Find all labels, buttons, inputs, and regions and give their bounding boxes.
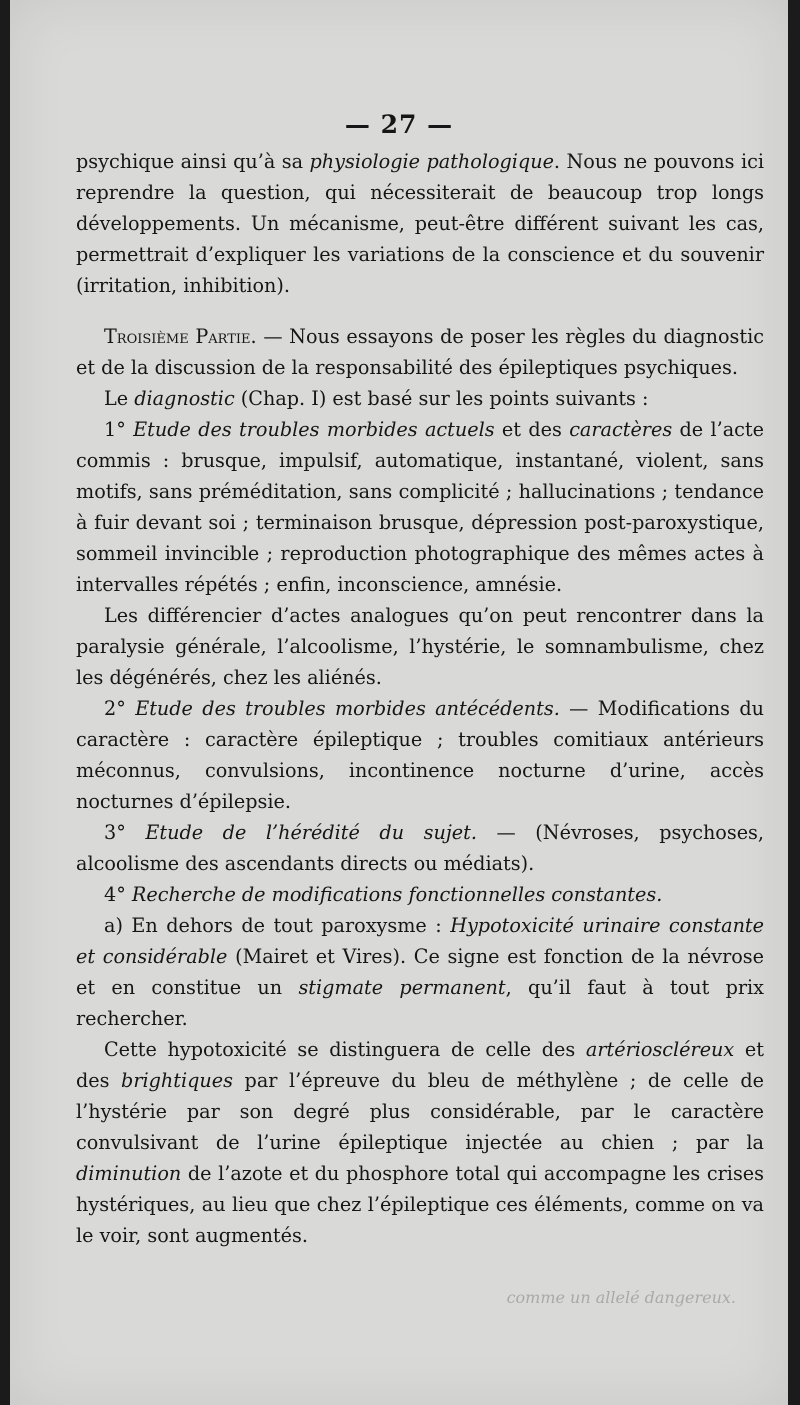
text-run: — (Névroses, psychoses, alcoolisme des ascendants directs ou médiats). (76, 821, 764, 875)
italic-run: brightiques (121, 1069, 233, 1092)
section-heading: Troisième Partie. (104, 325, 257, 348)
italic-run: Etude des troubles morbides antécédents. (135, 697, 560, 720)
text-run: — Nous essayons de poser les règles du diagnostic et de la discussion de la responsabilité des épileptiques psychiques. (76, 325, 764, 379)
text-run: et des (76, 1038, 764, 1092)
italic-run: Recherche de modifications fonctionnelles constantes. (131, 883, 663, 906)
list-number: 2° (104, 697, 136, 720)
text-run: Cette hypotoxicité se distinguera de celle des (104, 1038, 586, 1061)
text-run: , qu’il faut à tout prix rechercher. (76, 976, 765, 1030)
text-run: par l’épreuve du bleu de méthylène ; de celle de l’hystérie par son degré plus considérable, par le caractère convulsivant de l’urine épileptique injectée au chien ; par la (76, 1069, 764, 1154)
paragraph-point-2 (76, 693, 764, 817)
text-run: psychique ainsi qu’à sa (76, 150, 310, 173)
italic-run: physiologie pathologique (309, 150, 554, 173)
text-run: — Modifications du caractère : caractère épileptique ; troubles comitiaux antérieurs méconnus, convulsions, incontinence nocturne d’urine, accès nocturnes d’épilepsie. (76, 697, 764, 813)
italic-run: diminution (76, 1162, 182, 1185)
italic-run: diagnostic (134, 387, 235, 410)
list-number: 1° (104, 418, 134, 441)
text-run: En dehors de tout paroxysme : (131, 914, 451, 937)
paragraph-point-a (76, 910, 764, 1034)
italic-run: Etude de l’hérédité du sujet. (145, 821, 477, 844)
italic-run: stigmate permanent (298, 976, 506, 999)
text-run: et des (494, 418, 570, 441)
text-run: (Mairet et Vires). Ce signe est fonction de la névrose et en constitue un (76, 945, 764, 999)
italic-run: Etude des troubles morbides actuels (133, 418, 495, 441)
text-run: Les différencier d’actes analogues qu’on peut rencontrer dans la paralysie générale, l’alcoolisme, l’hystérie, le somnambulisme, chez les dégénérés, chez les aliénés. (76, 604, 764, 689)
text-run: . Nous ne pouvons ici reprendre la question, qui nécessiterait de beaucoup trop longs développements. Un mécanisme, peut-être différent suivant les cas, permettrait d’expliquer les variations de la conscience et du souvenir (irritation, inhibition). (76, 150, 765, 297)
paragraph-troisieme-partie (76, 321, 764, 383)
bleed-through-text: comme un allelé dangereux. (506, 1288, 736, 1307)
paragraph-hypotoxicite (76, 1034, 764, 1251)
paragraph-differencier (76, 600, 764, 693)
list-number: a) (104, 914, 132, 937)
paragraph-point-1 (76, 414, 764, 600)
paragraph-point-3 (76, 817, 764, 879)
text-run: de l’acte commis : brusque, impulsif, automatique, instantané, violent, sans motifs, sans préméditation, sans complicité ; hallucinations ; tendance à fuir devant soi ; terminaison brusque, dépression post-paroxystique, sommeil invincible ; reproduction photographique des mêmes actes à intervalles répétés ; enfin, inconscience, amnésie. (76, 418, 764, 596)
italic-run: caractères (569, 418, 673, 441)
paragraph-diagnostic (76, 383, 764, 414)
paragraph-gap (76, 301, 764, 321)
list-number: 3° (104, 821, 146, 844)
text-run: Le (104, 387, 135, 410)
page-number: — 27 — (344, 110, 454, 139)
paragraph-point-4 (76, 879, 764, 910)
body-text (76, 146, 764, 1251)
text-run: (Chap. I) est basé sur les points suivants : (234, 387, 649, 410)
text-run: de l’azote et du phosphore total qui accompagne les crises hystériques, au lieu que chez l’épileptique ces éléments, comme on va le voir, sont augmentés. (76, 1162, 764, 1247)
book-page (10, 0, 788, 1405)
italic-run: Hypotoxicité urinaire constante et considérable (76, 914, 764, 968)
list-number: 4° (104, 883, 132, 906)
paragraph-physiologie (76, 146, 764, 301)
italic-run: artérioscléreux (585, 1038, 735, 1061)
